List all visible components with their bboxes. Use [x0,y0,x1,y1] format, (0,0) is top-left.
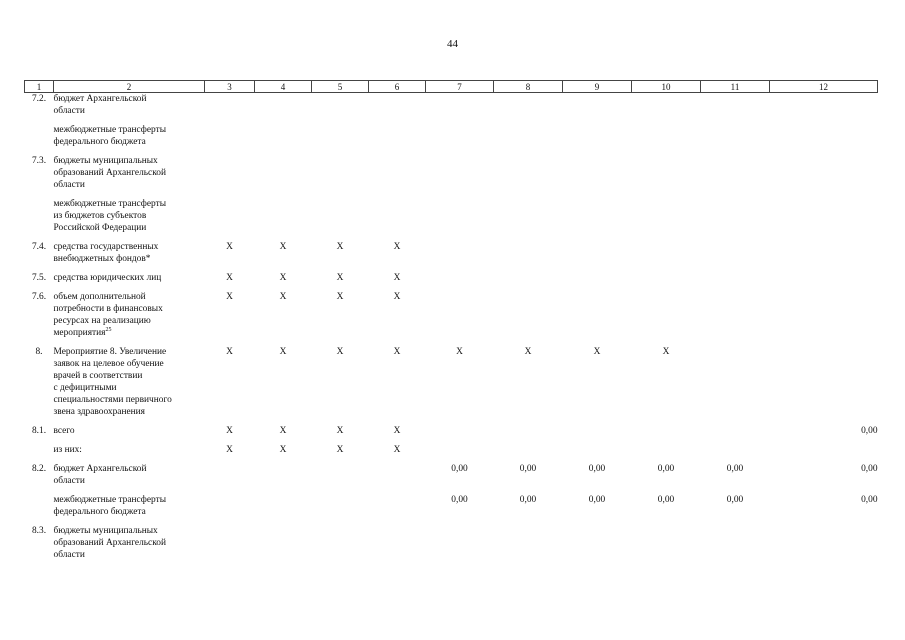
cell-col-11 [701,93,770,125]
row-label-text: области [53,180,85,190]
cell-col-3 [205,463,255,494]
row-number: 8.3. [31,526,47,536]
row-label [54,463,205,494]
table-row [25,124,878,155]
row-label-text: межбюджетные трансферты [53,495,166,505]
row-label-line [54,370,205,382]
row-label-line [54,425,205,437]
cell-col-5 [312,155,369,198]
cell-col-9 [563,272,632,291]
row-number: 7.6. [31,292,47,302]
row-label-line [54,463,205,475]
cell-col-10 [632,198,701,241]
row-label-text: межбюджетные трансферты [53,199,166,209]
row-label-line [54,537,205,549]
row-label-text: мероприятия [53,328,106,338]
cell-col-4: Х [279,273,287,283]
cell-col-12 [770,444,878,463]
cell-col-3: Х [226,445,233,455]
table-row [25,463,878,494]
row-label-text: федерального бюджета [53,507,146,517]
row-number [25,198,54,241]
cell-col-5 [312,525,369,568]
cell-col-5: Х [336,445,344,455]
cell-col-5: Х [336,292,344,302]
cell-col-6: Х [393,445,401,455]
row-number: 8.1. [31,426,47,436]
row-label-text: ресурсах на реализацию [53,316,151,326]
row-label [54,444,205,463]
cell-col-10 [632,124,701,155]
row-label-text: межбюджетные трансферты [53,125,166,135]
cell-col-7 [426,425,494,444]
cell-col-7 [426,272,494,291]
cell-col-8 [494,272,563,291]
cell-col-3 [205,155,255,198]
row-label-text: всего [53,426,75,436]
row-label-text: средства государственных [53,242,159,252]
cell-col-11 [701,272,770,291]
cell-col-3: Х [226,273,233,283]
row-label-line [54,506,205,518]
cell-col-4: Х [279,426,287,436]
cell-col-11 [701,346,770,425]
cell-col-4 [255,463,312,494]
cell-col-5: Х [336,273,344,283]
cell-col-7 [426,198,494,241]
table-row [25,525,878,568]
cell-col-3: Х [226,426,233,436]
cell-col-10 [632,155,701,198]
column-header-4: 4 [255,81,312,93]
row-label-line [54,167,205,179]
row-label-text: потребности в финансовых [53,304,163,314]
row-label-line [54,475,205,487]
row-label-line [54,241,205,253]
cell-col-8 [494,124,563,155]
cell-col-3: Х [226,292,233,302]
row-label [54,425,205,444]
cell-col-3: Х [226,242,233,252]
row-number: 7.3. [31,156,47,166]
cell-col-10 [632,93,701,125]
column-header-10: 10 [632,81,701,93]
row-label-line [54,346,205,358]
table-row [25,346,878,425]
budget-table [24,80,878,568]
row-number [25,124,54,155]
row-label-line [54,253,205,265]
row-number: 8. [35,347,43,357]
row-label-text: Мероприятие 8. Увеличение [53,347,167,357]
cell-col-4: Х [279,292,287,302]
cell-col-9: 0,00 [588,464,606,474]
cell-col-3 [205,494,255,525]
cell-col-11 [701,444,770,463]
cell-col-6 [369,463,426,494]
cell-col-8 [494,444,563,463]
cell-col-6 [369,198,426,241]
row-label-line [54,394,205,406]
cell-col-9: 0,00 [588,495,606,505]
row-label [54,494,205,525]
cell-col-8 [494,425,563,444]
cell-col-11 [701,124,770,155]
column-header-1: 1 [25,81,54,93]
cell-col-8 [494,291,563,346]
cell-col-8 [494,155,563,198]
cell-col-3: Х [226,347,233,357]
cell-col-12: 0,00 [861,495,878,505]
cell-col-7 [426,93,494,125]
column-header-3: 3 [205,81,255,93]
row-label-text: врачей в соответствии [53,371,143,381]
row-label-text: внебюджетных фондов* [53,254,151,264]
cell-col-6 [369,494,426,525]
cell-col-7: Х [456,347,463,357]
cell-col-11 [701,525,770,568]
row-number [25,444,54,463]
cell-col-4 [255,198,312,241]
cell-col-9 [563,124,632,155]
cell-col-4 [255,155,312,198]
row-label-text: бюджет Архангельской [53,464,147,474]
cell-col-12 [770,525,878,568]
cell-col-12 [770,198,878,241]
cell-col-8: 0,00 [519,495,537,505]
row-label-text: звена здравоохранения [53,407,145,417]
row-label-text: области [53,476,85,486]
cell-col-12: 0,00 [861,426,878,436]
cell-col-10: 0,00 [657,495,675,505]
cell-col-4 [255,93,312,125]
row-label-line [54,222,205,234]
row-label-text: с дефицитными [53,383,117,393]
column-header-5: 5 [312,81,369,93]
row-label-line [54,327,205,339]
cell-col-7 [426,124,494,155]
column-header-8: 8 [494,81,563,93]
cell-col-11 [701,155,770,198]
cell-col-7 [426,525,494,568]
row-number [25,494,54,525]
cell-col-5 [312,124,369,155]
cell-col-6: Х [393,273,401,283]
row-label-text: области [53,550,85,560]
cell-col-12 [770,155,878,198]
cell-col-5 [312,93,369,125]
cell-col-8 [494,525,563,568]
cell-col-10 [632,272,701,291]
cell-col-5 [312,494,369,525]
table-body [25,93,878,569]
cell-col-10 [632,525,701,568]
cell-col-8 [494,198,563,241]
row-label-line [54,315,205,327]
cell-col-9 [563,444,632,463]
cell-col-9 [563,93,632,125]
table-row [25,155,878,198]
row-label-line [54,93,205,105]
cell-col-7: 0,00 [451,464,468,474]
row-label-line [54,358,205,370]
table-row [25,425,878,444]
cell-col-6: Х [393,242,401,252]
cell-col-9: Х [593,347,601,357]
cell-col-5 [312,198,369,241]
cell-col-4: Х [279,242,287,252]
footnote-marker: 25 [105,326,112,333]
cell-col-10 [632,241,701,272]
cell-col-9 [563,291,632,346]
row-label [54,124,205,155]
row-label-line [54,549,205,561]
cell-col-12 [770,93,878,125]
cell-col-10 [632,444,701,463]
row-label [54,291,205,346]
row-label-text: из бюджетов субъектов [53,211,147,221]
cell-col-7 [426,444,494,463]
row-number: 7.5. [31,273,47,283]
row-label [54,93,205,125]
cell-col-12 [770,291,878,346]
table-row [25,272,878,291]
cell-col-11 [701,425,770,444]
cell-col-8: 0,00 [519,464,537,474]
cell-col-8 [494,93,563,125]
column-header-9: 9 [563,81,632,93]
cell-col-11 [701,198,770,241]
cell-col-4: Х [279,445,287,455]
cell-col-6 [369,93,426,125]
table-row [25,198,878,241]
cell-col-11: 0,00 [726,464,744,474]
row-label-text: бюджеты муниципальных [53,156,158,166]
cell-col-3 [205,525,255,568]
cell-col-12: 0,00 [861,464,878,474]
cell-col-12 [770,124,878,155]
row-label-text: области [53,106,85,116]
table-row [25,444,878,463]
row-label-line [54,198,205,210]
row-label-text: средства юридических лиц [53,273,162,283]
table-row [25,494,878,525]
row-label [54,241,205,272]
page-number: 44 [447,38,458,50]
cell-col-11: 0,00 [726,495,744,505]
row-label-text: специальностями первичного [53,395,172,405]
cell-col-9 [563,198,632,241]
row-label-line [54,494,205,506]
column-number-row [25,81,878,93]
cell-col-4 [255,494,312,525]
row-label-text: заявок на целевое обучение [53,359,164,369]
column-header-7: 7 [426,81,494,93]
cell-col-9 [563,525,632,568]
row-label-line [54,444,205,456]
cell-col-7 [426,155,494,198]
cell-col-4 [255,124,312,155]
row-label-line [54,291,205,303]
table-row [25,241,878,272]
cell-col-5: Х [336,242,344,252]
row-label-text: образований Архангельской [53,538,166,548]
row-label-line [54,136,205,148]
row-label-line [54,525,205,537]
cell-col-11 [701,291,770,346]
cell-col-10 [632,425,701,444]
row-label-line [54,303,205,315]
row-number: 8.2. [31,464,47,474]
row-label-line [54,210,205,222]
row-label-text: федерального бюджета [53,137,146,147]
cell-col-3 [205,124,255,155]
row-label [54,272,205,291]
row-label [54,525,205,568]
cell-col-11 [701,241,770,272]
column-header-6: 6 [369,81,426,93]
cell-col-5: Х [336,426,344,436]
cell-col-6 [369,155,426,198]
column-header-11: 11 [701,81,770,93]
row-label-text: Российской Федерации [53,223,147,233]
row-label-text: бюджеты муниципальных [53,526,158,536]
row-label-line [54,105,205,117]
row-label [54,346,205,425]
row-label-line [54,382,205,394]
row-label-line [54,406,205,418]
row-number: 7.2. [31,94,47,104]
row-label-line [54,179,205,191]
row-label [54,198,205,241]
row-label [54,155,205,198]
cell-col-7: 0,00 [451,495,468,505]
row-label-line [54,272,205,284]
cell-col-9 [563,425,632,444]
table-row [25,93,878,125]
cell-col-6 [369,525,426,568]
cell-col-7 [426,241,494,272]
cell-col-6: Х [393,426,401,436]
column-header-2: 2 [54,81,205,93]
cell-col-10: Х [662,347,670,357]
cell-col-8: Х [524,347,532,357]
cell-col-8 [494,241,563,272]
cell-col-3 [205,93,255,125]
cell-col-4: Х [279,347,287,357]
cell-col-6: Х [393,292,401,302]
cell-col-10: 0,00 [657,464,675,474]
cell-col-5 [312,463,369,494]
row-label-text: бюджет Архангельской [53,94,147,104]
cell-col-7 [426,291,494,346]
row-number: 7.4. [31,242,47,252]
cell-col-9 [563,241,632,272]
row-label-text: образований Архангельской [53,168,166,178]
row-label-text: объем дополнительной [53,292,146,302]
cell-col-12 [770,272,878,291]
row-label-line [54,124,205,136]
cell-col-12 [770,241,878,272]
cell-col-10 [632,291,701,346]
table-row [25,291,878,346]
cell-col-5: Х [336,347,344,357]
row-label-text: из них: [53,445,82,455]
cell-col-6 [369,124,426,155]
column-header-12: 12 [770,81,878,93]
cell-col-6: Х [393,347,401,357]
cell-col-3 [205,198,255,241]
cell-col-12 [770,346,878,425]
row-label-line [54,155,205,167]
cell-col-4 [255,525,312,568]
cell-col-9 [563,155,632,198]
